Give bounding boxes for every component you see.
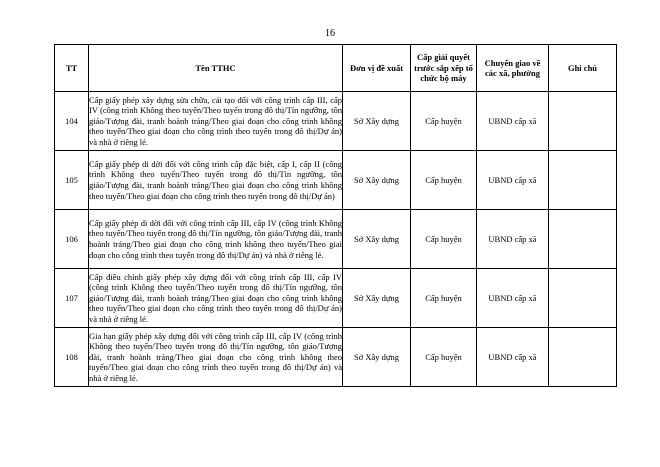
procedure-name: Gia hạn giấy phép xây dựng đối với công trình cấp III, cấp IV (công trình Không theo tuyến/Theo tuyến trong đô thị/Tín ngưỡng, tôn giáo/Tượng đài, tranh hoành tráng/Theo giai đoạn cho công trình không theo tuyến/Theo giai đoạn cho công trình theo tuyến trong đô thị/Dự án) và nhà ở riêng lẻ. xyxy=(89,328,343,387)
header-tt: TT xyxy=(55,45,89,92)
table-row xyxy=(55,269,617,328)
procedure-name: Cấp giấy phép xây dựng sửa chữa, cải tạo đối với công trình cấp III, cấp IV (công trình Không theo tuyến/Theo tuyến trong đô thị/Tín ngưỡng, tôn giáo/Tượng đài, tranh hoành tráng/Theo giai đoạn cho công trình không theo tuyến/Theo giai đoạn cho công trình theo tuyến trong đô thị/Dự án) và nhà ở riêng lẻ. xyxy=(89,92,343,151)
header-notes: Ghi chú xyxy=(549,45,617,92)
row-number: 107 xyxy=(55,269,89,328)
procedure-name: Cấp điều chỉnh giấy phép xây dựng đối với công trình cấp III, cấp IV (công trình Không theo tuyến/Theo tuyến trong đô thị/Tín ngưỡng, tôn giáo/Tượng đài, tranh hoành tráng/Theo giai đoạn cho công trình không theo tuyến/Theo giai đoạn cho công trình theo tuyến trong đô thị/Dự án) và nhà ở riêng lẻ. xyxy=(89,269,343,328)
level-before: Cấp huyện xyxy=(411,210,477,269)
header-proposing-unit: Đơn vị đề xuất xyxy=(343,45,411,92)
notes xyxy=(549,92,617,151)
procedure-table xyxy=(54,44,617,387)
proposing-unit: Sở Xây dựng xyxy=(343,151,411,210)
notes xyxy=(549,328,617,387)
row-number: 106 xyxy=(55,210,89,269)
level-before: Cấp huyện xyxy=(411,328,477,387)
row-number: 108 xyxy=(55,328,89,387)
header-procedure-name: Tên TTHC xyxy=(89,45,343,92)
proposing-unit: Sở Xây dựng xyxy=(343,328,411,387)
page-number: 16 xyxy=(325,28,335,39)
transfer-to: UBND cấp xã xyxy=(477,328,549,387)
transfer-to: UBND cấp xã xyxy=(477,210,549,269)
table-row xyxy=(55,210,617,269)
notes xyxy=(549,269,617,328)
transfer-to: UBND cấp xã xyxy=(477,151,549,210)
procedure-name: Cấp giấy phép di dời đối với công trình cấp III, cấp IV (công trình Không theo tuyến/Theo tuyến trong đô thị/Tín ngưỡng, tôn giáo/Tượng đài, tranh hoành tráng/Theo giai đoạn cho công trình không theo tuyến/Theo giai đoạn cho công trình theo tuyến trong đô thị/Dự án) và nhà ở riêng lẻ. xyxy=(89,210,343,269)
row-number: 105 xyxy=(55,151,89,210)
procedure-name: Cấp giấy phép di dời đối với công trình cấp đặc biệt, cấp I, cấp II (công trình Không theo tuyến/Theo tuyến trong đô thị/Tín ngưỡng, tôn giáo/Tượng đài, tranh hoành tráng/Theo giai đoạn cho công trình không theo tuyến/Theo giai đoạn cho công trình theo tuyến trong đô thị/Dự án) xyxy=(89,151,343,210)
row-number: 104 xyxy=(55,92,89,151)
notes xyxy=(549,210,617,269)
level-before: Cấp huyện xyxy=(411,151,477,210)
transfer-to: UBND cấp xã xyxy=(477,269,549,328)
notes xyxy=(549,151,617,210)
proposing-unit: Sở Xây dựng xyxy=(343,92,411,151)
table-row xyxy=(55,92,617,151)
proposing-unit: Sở Xây dựng xyxy=(343,210,411,269)
level-before: Cấp huyện xyxy=(411,92,477,151)
proposing-unit: Sở Xây dựng xyxy=(343,269,411,328)
table-header-row xyxy=(55,45,617,92)
transfer-to: UBND cấp xã xyxy=(477,92,549,151)
header-transfer-to: Chuyển giao về các xã, phường xyxy=(477,45,549,92)
header-level-before: Cấp giải quyết trước sắp xếp tổ chức bộ máy xyxy=(411,45,477,92)
level-before: Cấp huyện xyxy=(411,269,477,328)
table-row xyxy=(55,151,617,210)
table-row xyxy=(55,328,617,387)
